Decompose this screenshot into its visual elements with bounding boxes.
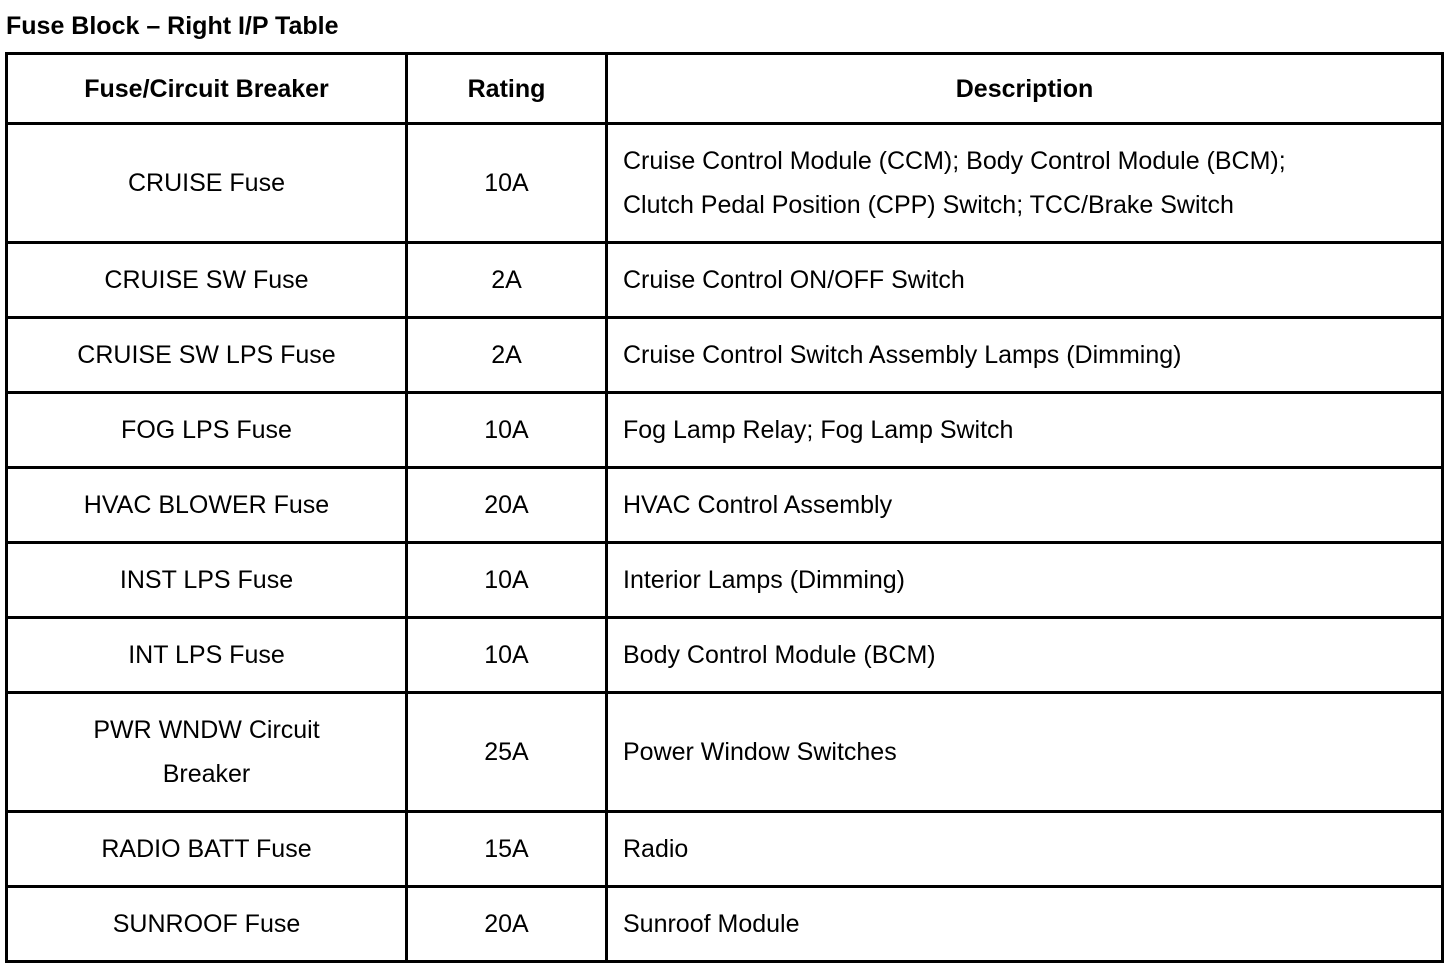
header-rating: Rating xyxy=(407,54,607,124)
fuse-cell: CRUISE Fuse xyxy=(7,124,407,243)
table-row xyxy=(7,618,1443,693)
fuse-cell: RADIO BATT Fuse xyxy=(7,812,407,887)
description-cell: Interior Lamps (Dimming) xyxy=(607,543,1443,618)
rating-cell: 20A xyxy=(407,468,607,543)
header-description: Description xyxy=(607,54,1443,124)
fuse-cell: HVAC BLOWER Fuse xyxy=(7,468,407,543)
rating-cell: 25A xyxy=(407,693,607,812)
description-cell: Body Control Module (BCM) xyxy=(607,618,1443,693)
table-row xyxy=(7,543,1443,618)
fuse-cell: CRUISE SW LPS Fuse xyxy=(7,318,407,393)
rating-cell: 10A xyxy=(407,618,607,693)
fuse-cell: CRUISE SW Fuse xyxy=(7,243,407,318)
rating-cell: 10A xyxy=(407,393,607,468)
description-cell: Power Window Switches xyxy=(607,693,1443,812)
description-cell: Fog Lamp Relay; Fog Lamp Switch xyxy=(607,393,1443,468)
page-title: Fuse Block – Right I/P Table xyxy=(6,12,339,40)
rating-cell: 20A xyxy=(407,887,607,962)
fuse-cell: INST LPS Fuse xyxy=(7,543,407,618)
table-row xyxy=(7,318,1443,393)
fuse-cell: INT LPS Fuse xyxy=(7,618,407,693)
header-fuse: Fuse/Circuit Breaker xyxy=(7,54,407,124)
table-row xyxy=(7,468,1443,543)
description-cell: Radio xyxy=(607,812,1443,887)
description-cell: Sunroof Module xyxy=(607,887,1443,962)
table-row xyxy=(7,812,1443,887)
table-row xyxy=(7,887,1443,962)
table-row xyxy=(7,243,1443,318)
table-row xyxy=(7,393,1443,468)
header-row xyxy=(7,54,1443,124)
rating-cell: 10A xyxy=(407,543,607,618)
table-body xyxy=(7,124,1443,962)
description-line: Clutch Pedal Position (CPP) Switch; TCC/Brake Switch xyxy=(623,191,1234,219)
table-row xyxy=(7,693,1443,812)
description-cell: Cruise Control ON/OFF Switch xyxy=(607,243,1443,318)
rating-cell: 10A xyxy=(407,124,607,243)
rating-cell: 2A xyxy=(407,243,607,318)
fuse-cell: FOG LPS Fuse xyxy=(7,393,407,468)
description-cell: HVAC Control Assembly xyxy=(607,468,1443,543)
fuse-cell: PWR WNDW Circuit Breaker xyxy=(7,693,407,812)
table-header xyxy=(7,54,1443,124)
table-row xyxy=(7,124,1443,243)
description-cell xyxy=(607,124,1443,243)
rating-cell: 2A xyxy=(407,318,607,393)
description-cell: Cruise Control Switch Assembly Lamps (Dimming) xyxy=(607,318,1443,393)
description-line: Cruise Control Module (CCM); Body Control Module (BCM); xyxy=(623,147,1286,175)
fuse-table xyxy=(5,52,1444,963)
fuse-cell: SUNROOF Fuse xyxy=(7,887,407,962)
rating-cell: 15A xyxy=(407,812,607,887)
